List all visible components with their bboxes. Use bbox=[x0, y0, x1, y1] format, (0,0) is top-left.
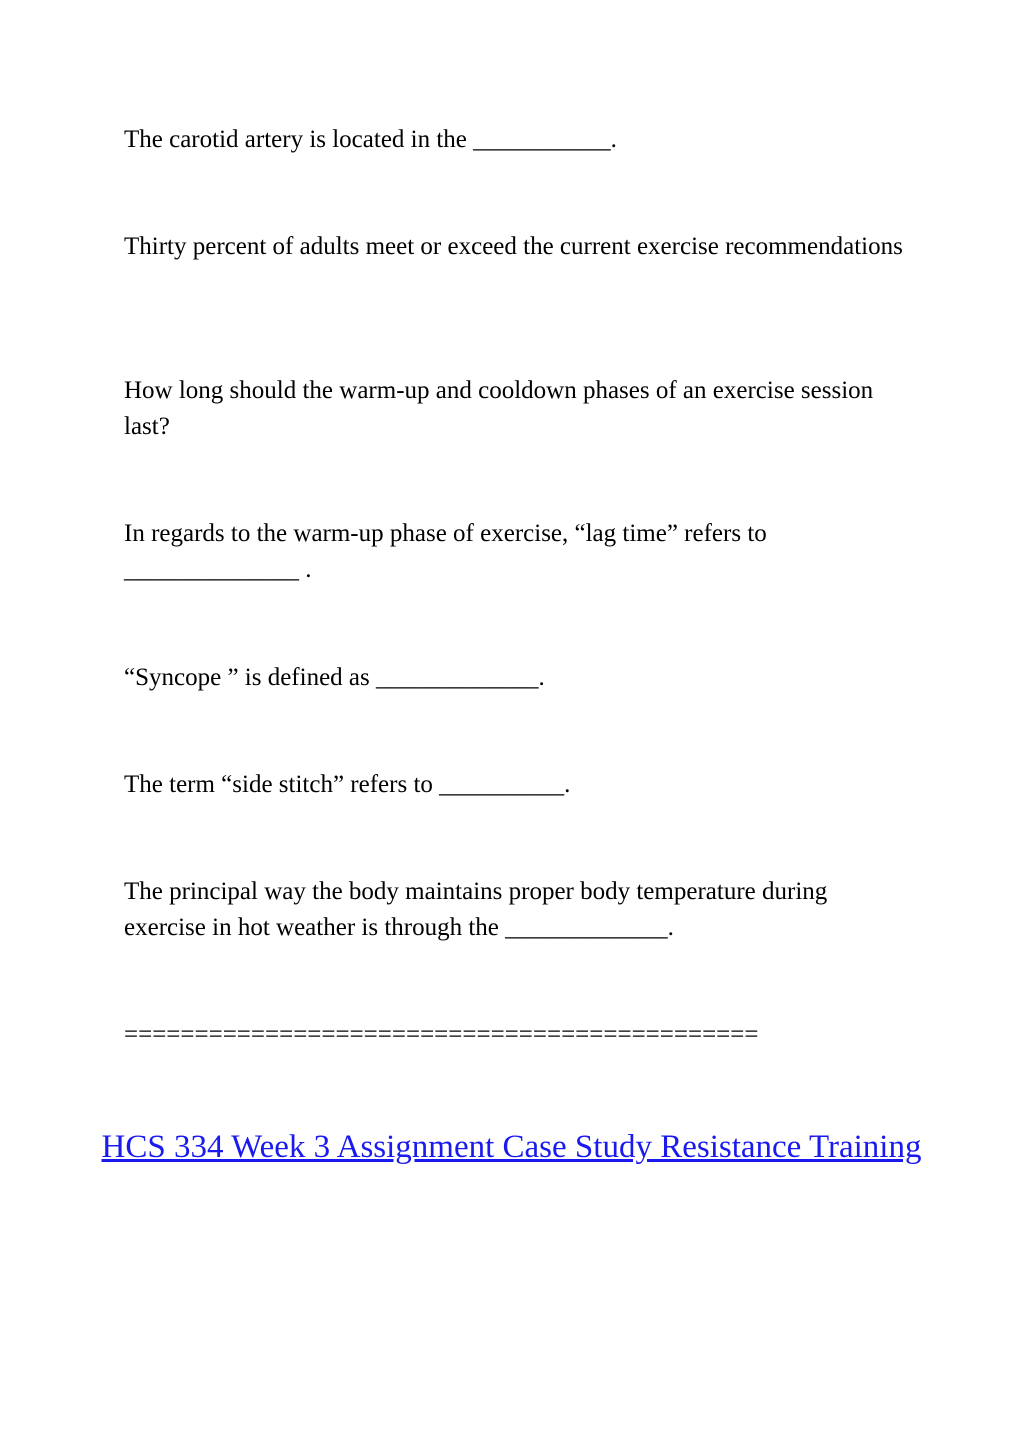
assignment-link[interactable]: HCS 334 Week 3 Assignment Case Study Resistance Training bbox=[101, 1129, 922, 1165]
separator-line: ============================================= bbox=[124, 1021, 759, 1048]
question-side-stitch: The term “side stitch” refers to __________. bbox=[124, 771, 571, 798]
question-warmup-cooldown-duration: How long should the warm-up and cooldown phases of an exercise session last? bbox=[124, 377, 874, 440]
question-body-temperature: The principal way the body maintains proper body temperature during exercise in hot weather is through the _____________. bbox=[124, 878, 828, 941]
assignment-link-block bbox=[100, 1127, 923, 1167]
question-carotid-artery: The carotid artery is located in the ___________. bbox=[124, 126, 617, 153]
question-thirty-percent-adults: Thirty percent of adults meet or exceed the current exercise recommendations bbox=[124, 233, 903, 260]
question-syncope: “Syncope ” is defined as _____________. bbox=[124, 664, 545, 691]
question-lag-time: In regards to the warm-up phase of exercise, “lag time” refers to ______________ . bbox=[124, 520, 767, 583]
